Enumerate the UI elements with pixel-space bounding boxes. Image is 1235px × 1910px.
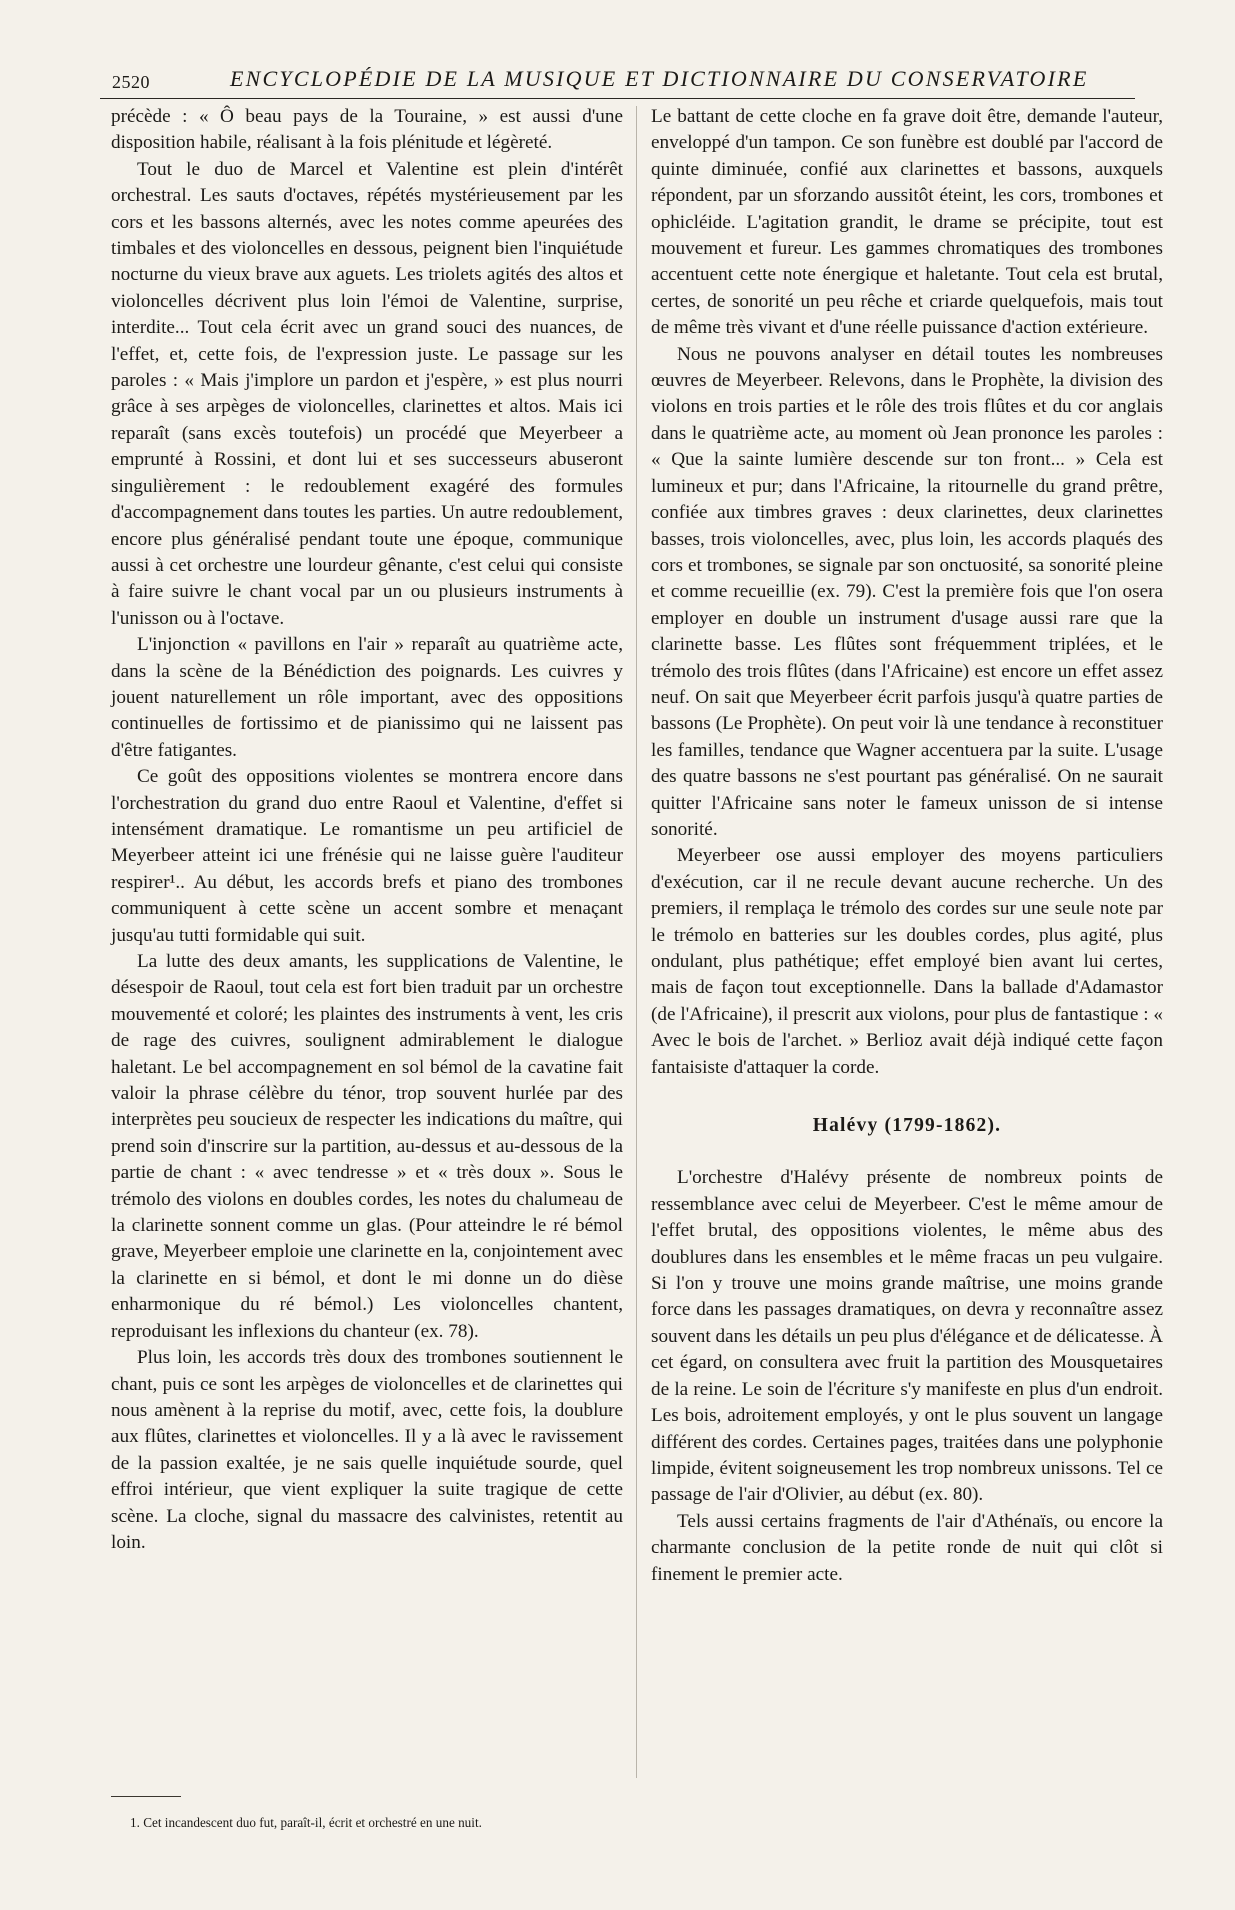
paragraph: Meyerbeer ose aussi employer des moyens particuliers d'exécution, car il ne recule devant aucune recherche. Un des premiers, il remplaça le trémolo des cordes sur une seule note par le trémolo en batteries sur les doubles cordes, plus agité, plus ondulant, plus pathétique; effet employé bien avant lui certes, mais de façon tout exceptionnelle. Dans la ballade d'Adamastor (de l'Africaine), il prescrit aux violons, pour plus de fantastique : « Avec le bois de l'archet. » Berlioz avait déjà indiqué cette façon fantaisiste d'attaquer la corde.	[651, 845, 1163, 1078]
paragraph: Ce goût des oppositions violentes se montrera encore dans l'orchestration du grand duo entre Raoul et Valentine, d'effet si intensément dramatique. Le romantisme un peu artificiel de Meyerbeer atteint ici une frénésie qui ne laisse guère l'auditeur respirer¹.. Au début, les accords brefs et piano des trombones communiquent à cette scène un accent sombre et menaçant jusqu'au tutti formidable qui suit.	[111, 766, 623, 946]
paragraph: Tout le duo de Marcel et Valentine est plein d'intérêt orchestral. Les sauts d'octaves, répétés mystérieusement par les cors et les bassons alternés, avec les notes comme apeurées des timbales et des violoncelles en dessous, peignent bien l'inquiétude nocturne du vieux brave aux aguets. Les triolets agités des altos et violoncelles décrivent plus loin l'émoi de Valentine, surprise, interdite... Tout cela écrit avec un grand souci des nuances, de l'effet, et, cette fois, de l'expression juste. Le passage sur les paroles : « Mais j'implore un pardon et j'espère, » est plus nourri grâce à ses arpèges de violoncelles, clarinettes et altos. Mais ici reparaît (sans excès toutefois) un procédé que Meyerbeer a emprunté à Rossini, et dont lui et ses successeurs abuseront singulièrement : le redoublement exagéré des formules d'accompagnement dans toutes les parties. Un autre redoublement, encore plus généralisé pendant toute une époque, communique aussi à cet orchestre une lourdeur gênante, c'est celui qui consiste à faire suivre le chant vocal par un ou plusieurs instruments à l'unisson ou à l'octave.	[111, 158, 623, 629]
paragraph: Tels aussi certains fragments de l'air d'Athénaïs, ou encore la charmante conclusion de la petite ronde de nuit qui clôt si finement le premier acte.	[651, 1510, 1163, 1585]
paragraph: Le battant de cette cloche en fa grave doit être, demande l'auteur, enveloppé d'un tampon. Ce son funèbre est doublé par l'accord de quinte diminuée, confié aux clarinettes et bassons, auxquels répondent, par un sforzando aussitôt éteint, les cors, trombones et ophicléide. L'agitation grandit, le drame se précipite, tout est mouvement et fureur. Les gammes chromatiques des trombones accentuent cette note énergique et haletante. Tout cela est brutal, certes, de sonorité un peu rêche et criarde quelquefois, mais tout de même très vivant et d'une réelle puissance d'action extérieure.	[651, 106, 1163, 339]
paragraph: Plus loin, les accords très doux des trombones soutiennent le chant, puis ce sont les arpèges de violoncelles et de clarinettes qui nous amènent à la reprise du motif, avec, cette fois, la doublure aux flûtes, clarinettes et violoncelles. Il y a là avec le ravissement de la passion exaltée, je ne sais quelle inquiétude sourde, quel effroi intérieur, que vient expliquer la suite tragique de cette scène. La cloche, signal du massacre des calvinistes, retentit au loin.	[111, 1347, 623, 1553]
paragraph: L'injonction « pavillons en l'air » reparaît au quatrième acte, dans la scène de la Bénédiction des poignards. Les cuivres y jouent naturellement un rôle important, avec des oppositions continuelles de fortissimo et de pianissimo qui ne laissent pas d'être fatigantes.	[111, 634, 623, 761]
column-divider	[636, 106, 637, 1778]
footnote: 1. Cet incandescent duo fut, paraît-il, écrit et orchestré en une nuit.	[130, 1815, 482, 1830]
paragraph: précède : « Ô beau pays de la Touraine, » est aussi d'une disposition habile, réalisant à la fois plénitude et légèreté.	[111, 106, 623, 154]
page-number: 2520	[112, 72, 150, 92]
right-column	[651, 104, 1163, 1588]
section-heading: Halévy (1799-1862).	[812, 1115, 1002, 1137]
footnote-rule	[111, 1796, 181, 1797]
page-header	[100, 52, 1135, 99]
paragraph: L'orchestre d'Halévy présente de nombreux points de ressemblance avec celui de Meyerbeer. C'est le même amour de l'effet brutal, des oppositions violentes, le même abus des doublures dans les ensembles et le même fracas un peu vulgaire. Si l'on y trouve une moins grande maîtrise, une moins grande force dans les passages dramatiques, on devra y reconnaître assez souvent dans les détails un peu plus d'élégance et de délicatesse. À cet égard, on consultera avec fruit la partition des Mousquetaires de la reine. Le soin de l'écriture s'y manifeste en plus d'un endroit. Les bois, adroitement employés, y ont le plus souvent un langage différent des cordes. Certaines pages, traitées dans une polyphonie limpide, évitent soigneusement les trop nombreux unissons. Tel ce passage de l'air d'Olivier, au début (ex. 80).	[651, 1167, 1163, 1506]
paragraph: Nous ne pouvons analyser en détail toutes les nombreuses œuvres de Meyerbeer. Relevons, dans le Prophète, la division des violons en trois parties et le rôle des trois flûtes et du cor anglais dans le quatrième acte, au moment où Jean prononce les paroles : « Que la sainte lumière descende sur ton front... » Cela est lumineux et pur; dans l'Africaine, la ritournelle du grand prêtre, confiée aux timbres graves : deux clarinettes, deux clarinettes basses, trois violoncelles, avec, plus loin, les accords plaqués des cors et trombones, se signale par son onctuosité, sa sonorité pleine et comme recueillie (ex. 79). C'est la première fois que l'on osera employer en double un instrument d'usage aussi rare que la clarinette basse. Les flûtes sont fréquemment triplées, et le trémolo des trois flûtes (dans l'Africaine) est encore un effet assez neuf. On sait que Meyerbeer écrit parfois jusqu'à quatre parties de bassons (Le Prophète). On peut voir là une tendance à reconstituer les familles, tendance que Wagner accentuera par la suite. L'usage des quatre bassons ne s'est pourtant pas généralisé. On ne saurait quitter l'Africaine sans noter le fameux unisson de si intense sonorité.	[651, 343, 1163, 840]
running-title: ENCYCLOPÉDIE DE LA MUSIQUE ET DICTIONNAIRE DU CONSERVATOIRE	[230, 66, 1089, 91]
left-column	[111, 104, 623, 1556]
paragraph: La lutte des deux amants, les supplications de Valentine, le désespoir de Raoul, tout cela est fort bien traduit par un orchestre mouvementé et coloré; les plaintes des instruments à vent, les cris de rage des cuivres, soulignent admirablement le dialogue haletant. Le bel accompagnement en sol bémol de la cavatine fait valoir la phrase célèbre du ténor, trop souvent hurlée par des interprètes peu soucieux de respecter les indications du maître, qui prend soin d'inscrire sur la partition, au-dessus et au-dessous de la partie de chant : « avec tendresse » et « très doux ». Sous le trémolo des violons en doubles cordes, les notes du chalumeau de la clarinette sonnent comme un glas. (Pour atteindre le ré bémol grave, Meyerbeer emploie une clarinette en la, conjointement avec la clarinette en si bémol, et dont le mi donne un do dièse enharmonique du ré bémol.) Les violoncelles chantent, reproduisant les inflexions du chanteur (ex. 78).	[111, 951, 623, 1342]
